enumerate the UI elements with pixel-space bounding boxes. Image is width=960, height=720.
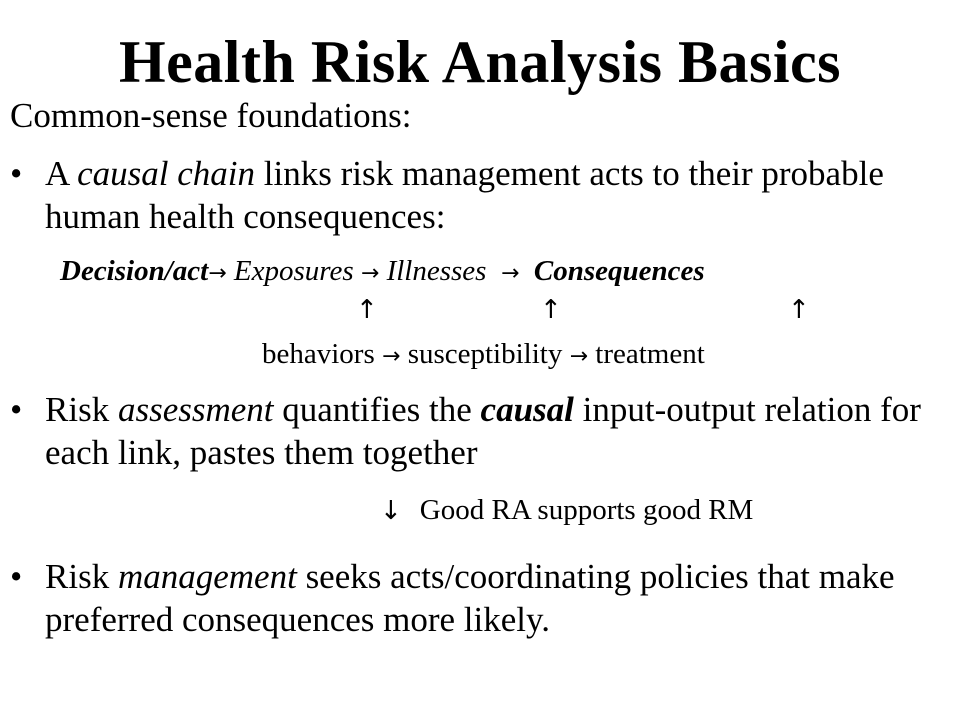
bullet-risk-management [10,555,950,641]
up-arrow-icon: ↑ [356,295,378,325]
modifier-behaviors: behaviors [262,338,375,370]
chain-node-illnesses: Illnesses [386,255,487,287]
right-arrow-icon: → [500,261,520,286]
bullet-dot: • [10,557,23,596]
right-arrow-icon: → [569,344,589,369]
up-arrow-icon: ↑ [788,295,810,325]
emphasis-causal: causal [480,390,574,429]
emphasis-causal-chain: causal chain [77,154,255,193]
right-arrow-icon: → [382,344,401,369]
bullet-dot: • [10,390,23,429]
bullet-dot: • [10,154,23,193]
conclusion-text: Good RA supports good RM [419,494,754,526]
bullet-text-part: Risk [45,557,118,596]
modifier-chain [262,340,705,369]
bullet-risk-assessment [10,388,950,474]
chain-node-consequences: Consequences [533,255,705,287]
causal-chain-diagram [60,257,705,286]
bullet-text-part: quantifies the [273,390,481,429]
modifier-susceptibility: susceptibility [407,338,563,370]
conclusion-line [380,496,753,525]
up-arrow-icon: ↑ [540,295,562,325]
emphasis-assessment: assessment [117,390,274,429]
intro-text: Common-sense foundations: [10,96,412,135]
bullet-text-part: A [45,154,78,193]
right-arrow-icon: → [360,261,380,286]
bullet-text-part: input-output relation for each link, pastes them together [45,390,921,472]
right-arrow-icon: → [208,261,227,286]
modifier-treatment: treatment [595,338,705,370]
bullet-text [45,152,950,238]
bullet-text-part: seeks acts/coordinating policies that make preferred consequences more likely. [45,557,895,639]
emphasis-management: management [117,557,297,596]
bullet-text-part: Risk [45,390,118,429]
chain-node-decision: Decision/act [60,255,209,287]
slide-title: Health Risk Analysis Basics [119,29,841,95]
chain-node-exposures: Exposures [233,255,354,287]
bullet-causal-chain [10,152,950,238]
down-arrow-icon: ↓ [380,496,402,526]
bullet-text [45,555,950,641]
bullet-text-part: links risk management acts to their probable human health consequences: [45,154,884,236]
bullet-text [45,388,950,474]
